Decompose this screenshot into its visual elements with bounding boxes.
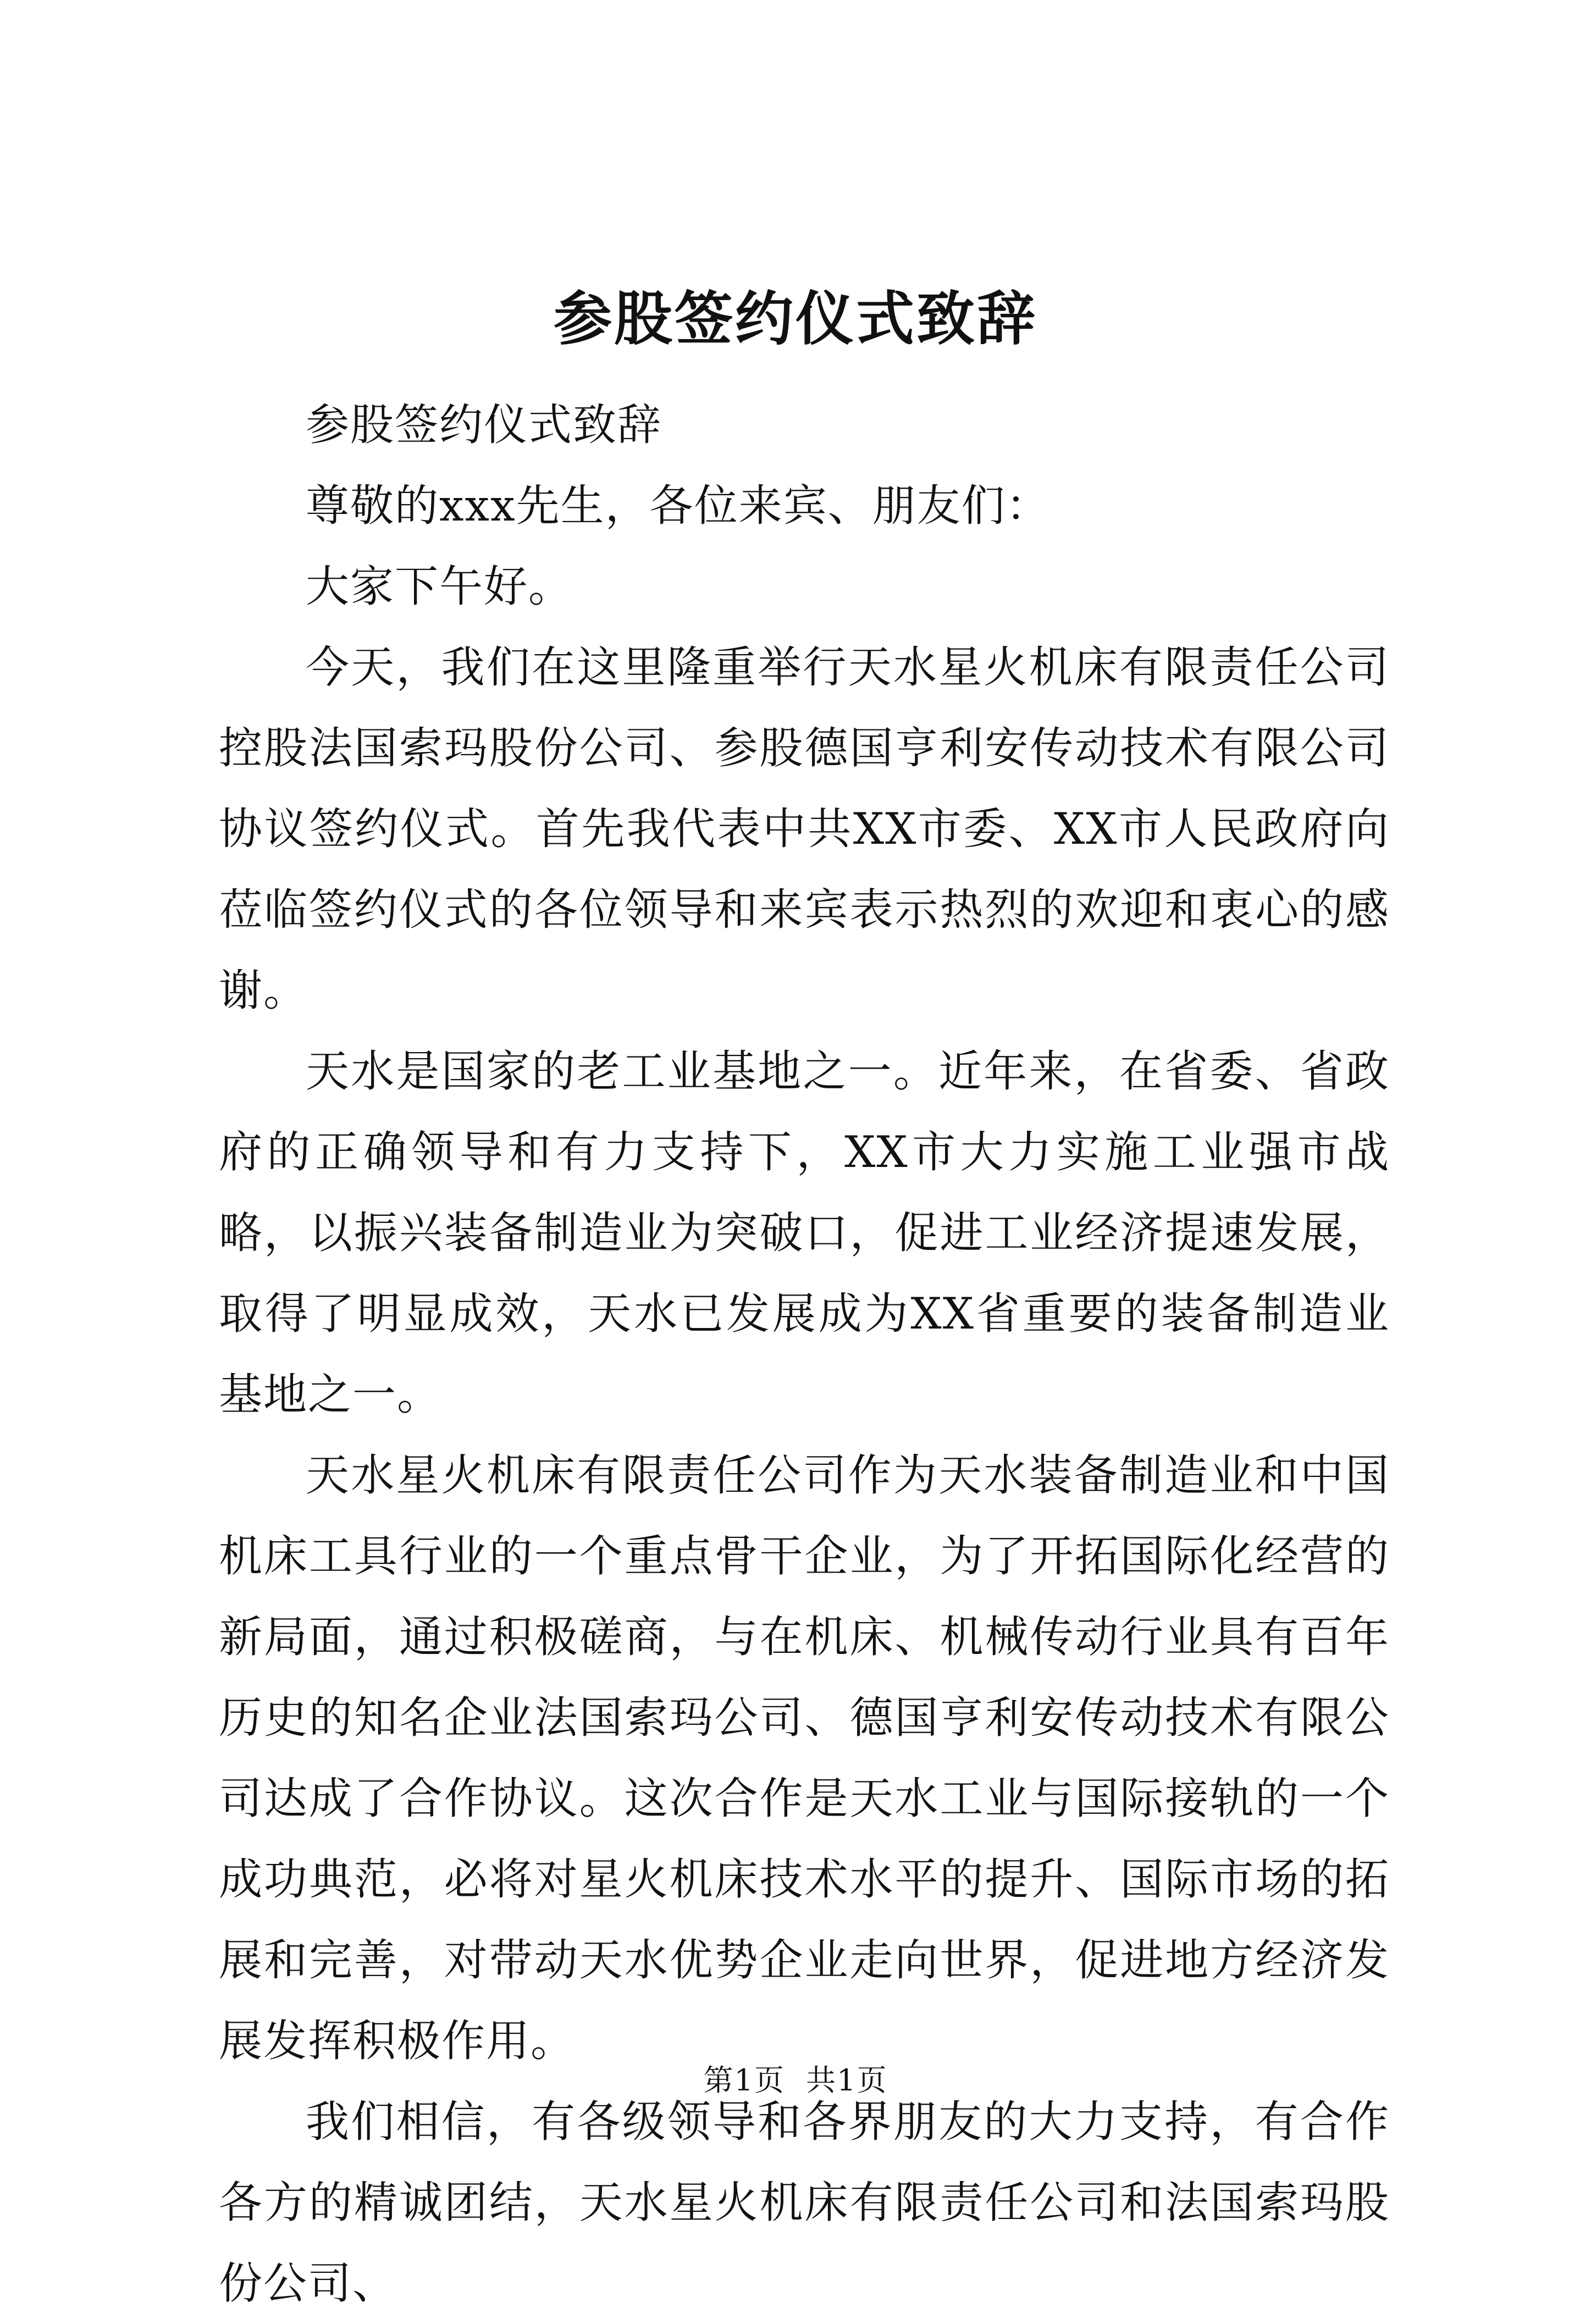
paragraph-background: 天水是国家的老工业基地之一。近年来，在省委、省政府的正确领导和有力支持下，XX市大力实施工业强市战略，以振兴装备制造业为突破口，促进工业经济提速发展，取得了明显成效，天水已发展成为XX省重要的装备制造业基地之一。 xyxy=(219,1046,1390,1420)
footer-spacer xyxy=(785,2063,806,2098)
paragraph-closing: 我们相信，有各级领导和各界朋友的大力支持，有合作各方的精诚团结，天水星火机床有限责任公司和法国索玛股份公司、 xyxy=(219,2096,1390,2309)
paragraph-cooperation: 天水星火机床有限责任公司作为天水装备制造业和中国机床工具行业的一个重点骨干企业，为了开拓国际化经营的新局面，通过积极磋商，与在机床、机械传动行业具有百年历史的知名企业法国索玛公司、德国亨利安传动技术有限公司达成了合作协议。这次合作是天水工业与国际接轨的一个成功典范，必将对星火机床技术水平的提升、国际市场的拓展和完善，对带动天水优势企业走向世界，促进地方经济发展发挥积极作用。 xyxy=(219,1450,1390,2066)
paragraph-opening: 今天，我们在这里隆重举行天水星火机床有限责任公司控股法国索玛股份公司、参股德国亨利安传动技术有限公司协议签约仪式。首先我代表中共XX市委、XX市人民政府向莅临签约仪式的各位领导和来宾表示热烈的欢迎和衷心的感谢。 xyxy=(219,642,1390,1016)
document-body xyxy=(219,385,1390,2324)
document-title: 参股签约仪式致辞 xyxy=(554,284,1037,353)
paragraph-salutation: 尊敬的xxx先生，各位来宾、朋友们： xyxy=(306,480,1051,531)
page-number: 第1页 xyxy=(703,2063,785,2098)
paragraph-greeting: 大家下午好。 xyxy=(306,561,573,612)
page-total: 共1页 xyxy=(806,2063,888,2098)
paragraph-heading-repeat: 参股签约仪式致辞 xyxy=(306,400,662,450)
page-footer xyxy=(0,2059,1591,2102)
